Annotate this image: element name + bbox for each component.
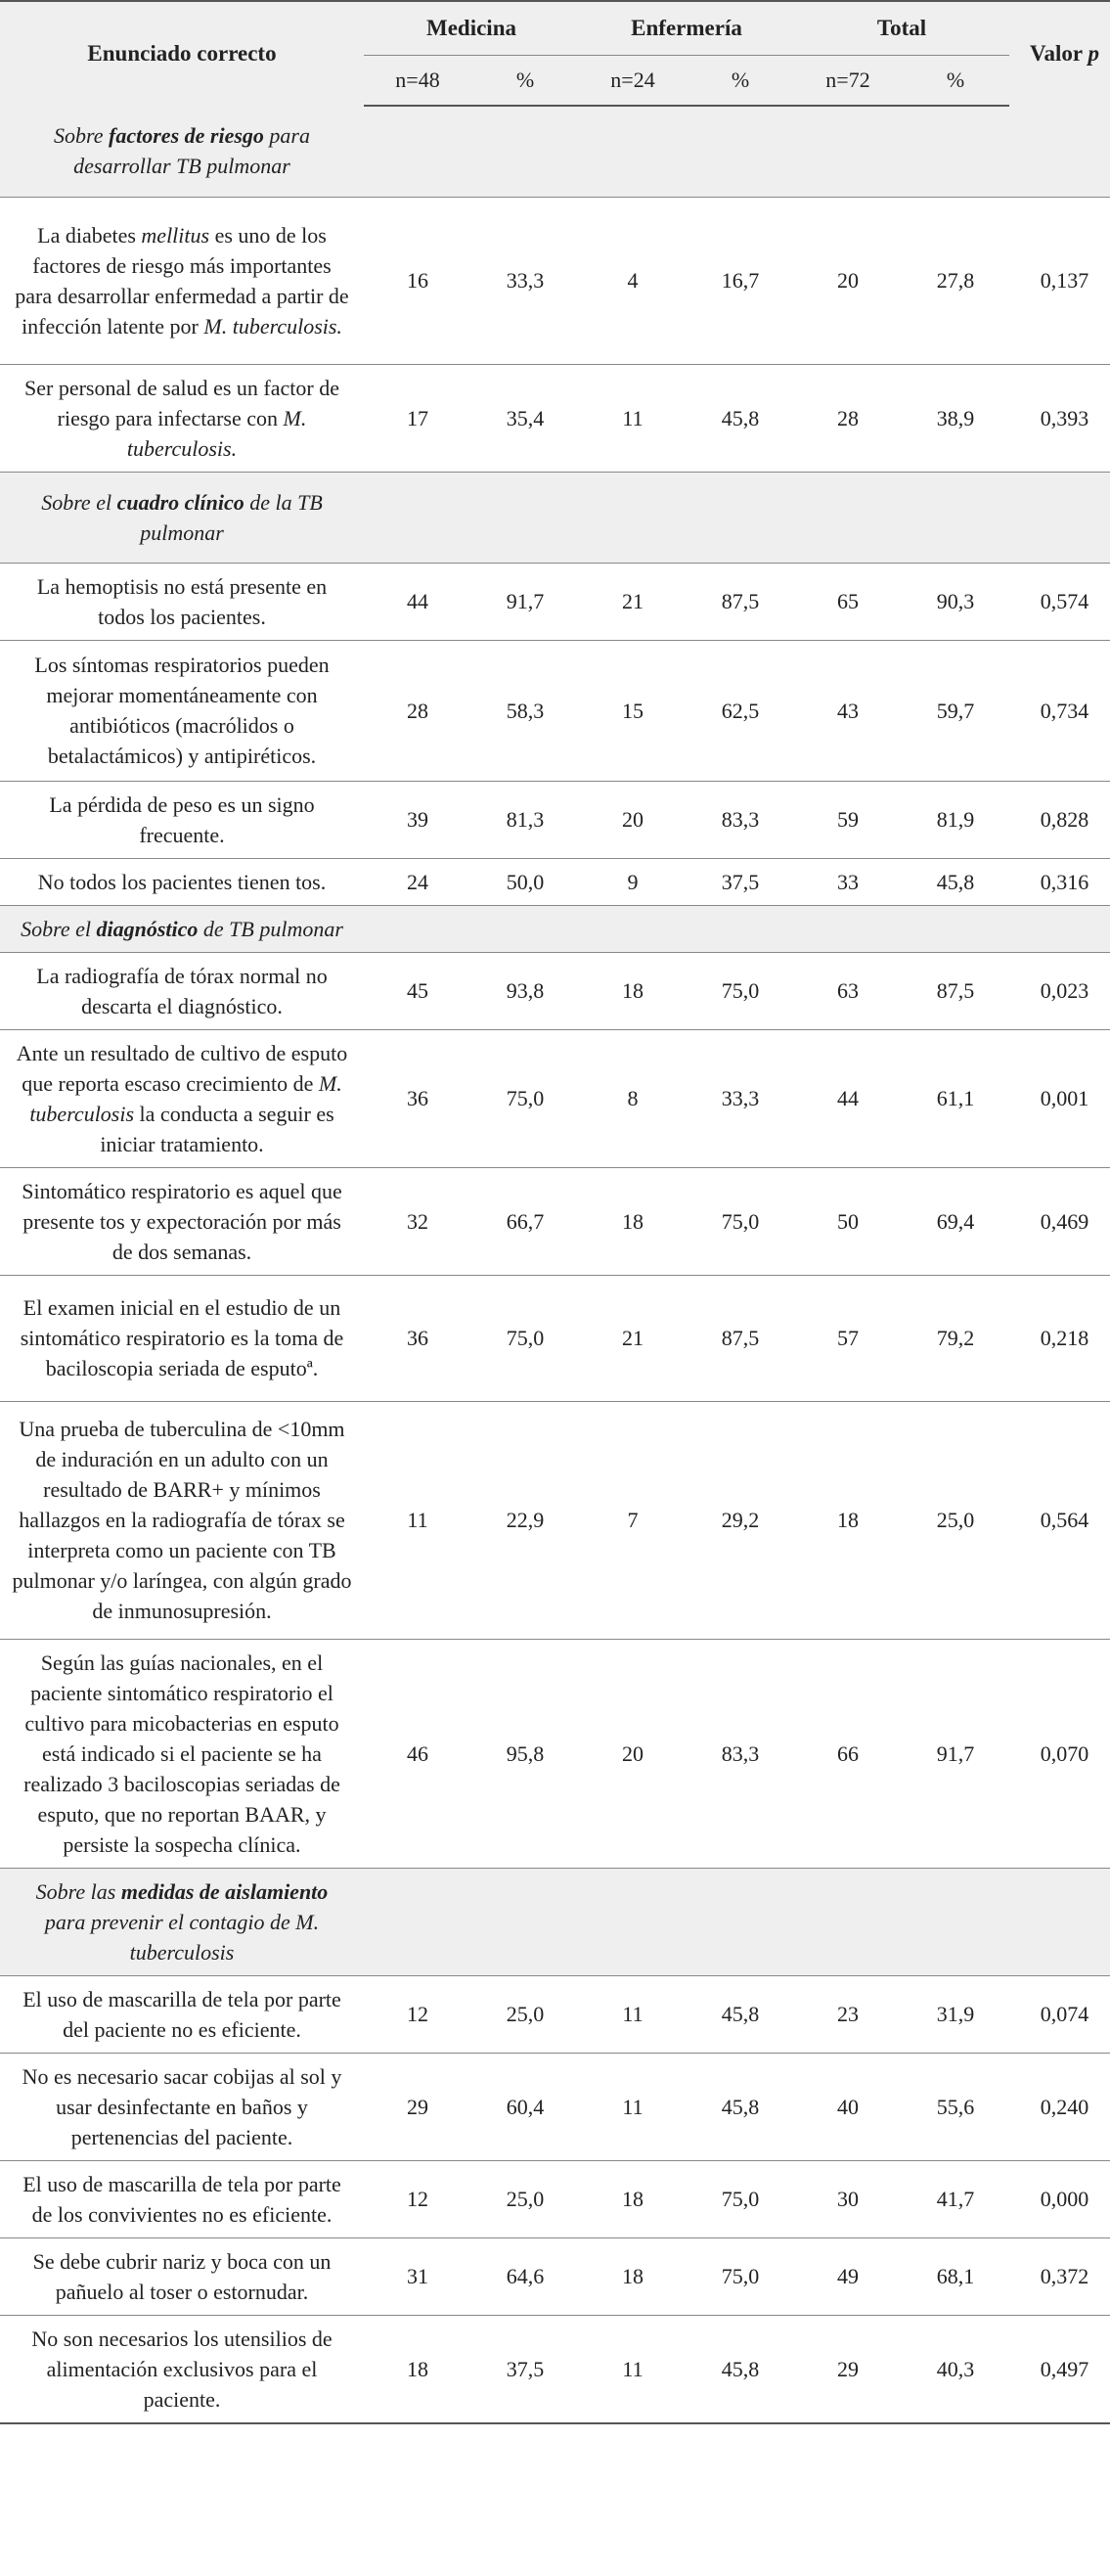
cell-p-value: 0,497 [1009,2315,1110,2423]
cell-pct-total: 45,8 [902,858,1009,905]
cell-pct-enfermeria: 83,3 [687,1639,794,1868]
section-empty-cell [794,106,902,197]
cell-n-medicina: 16 [364,197,471,364]
cell-pct-total: 55,6 [902,2053,1009,2160]
cell-pct-enfermeria: 83,3 [687,781,794,858]
statement-cell [0,1029,364,1167]
table-row [0,1639,1110,1868]
cell-pct-medicina: 95,8 [471,1639,579,1868]
cell-pct-medicina: 37,5 [471,2315,579,2423]
statement-text: No son necesarios los utensilios de alimentación exclusivos para el paciente. [31,2326,333,2412]
table-row [0,1167,1110,1275]
subheader-n-total: n=72 [794,56,902,107]
statement-italic-text: M. tuberculosis [29,1070,342,1126]
cell-pct-medicina: 91,7 [471,563,579,640]
section-empty-cell [902,106,1009,197]
header-pvalue [1009,1,1110,106]
statement-italic-text: M. tuberculosis. [126,405,307,461]
section-empty-cell [579,905,687,952]
cell-pct-total: 81,9 [902,781,1009,858]
section-empty-cell [364,106,471,197]
table-row [0,1401,1110,1639]
cell-n-total: 59 [794,781,902,858]
section-empty-cell [794,472,902,563]
statement-text: No todos los pacientes tienen tos. [37,869,327,894]
section-empty-cell [471,905,579,952]
cell-p-value: 0,828 [1009,781,1110,858]
table-row [0,858,1110,905]
cell-n-enfermeria: 18 [579,1167,687,1275]
section-empty-cell [579,106,687,197]
cell-pct-total: 91,7 [902,1639,1009,1868]
cell-p-value: 0,023 [1009,952,1110,1029]
section-empty-cell [902,905,1009,952]
section-title-bold: medidas de aislamiento [120,1878,329,1904]
cell-n-enfermeria: 21 [579,563,687,640]
section-header-row [0,1868,1110,1975]
section-title-suffix: de la TB pulmonar [140,489,323,545]
section-empty-cell [471,472,579,563]
cell-pct-enfermeria: 45,8 [687,364,794,472]
cell-n-total: 44 [794,1029,902,1167]
cell-p-value: 0,137 [1009,197,1110,364]
cell-p-value: 0,469 [1009,1167,1110,1275]
cell-pct-medicina: 64,6 [471,2237,579,2315]
cell-pct-total: 69,4 [902,1167,1009,1275]
cell-n-total: 63 [794,952,902,1029]
section-title-bold: diagnóstico [96,916,199,941]
cell-p-value: 0,316 [1009,858,1110,905]
cell-p-value: 0,564 [1009,1401,1110,1639]
cell-pct-total: 90,3 [902,563,1009,640]
cell-n-enfermeria: 20 [579,1639,687,1868]
table-row [0,1975,1110,2053]
statement-text: La hemoptisis no está presente en todos los pacientes. [36,573,328,629]
cell-pct-enfermeria: 87,5 [687,563,794,640]
cell-n-medicina: 32 [364,1167,471,1275]
section-empty-cell [794,1868,902,1975]
statement-cell [0,2053,364,2160]
table-row [0,2053,1110,2160]
cell-n-medicina: 12 [364,2160,471,2237]
statement-text: Una prueba de tuberculina de <10mm de induración en un adulto con un resultado de BARR+ y mínimos hallazgos en la radiografía de tórax se interpreta como un paciente con TB pulmonar y/o laríngea, con algún grado de inmunosupresión. [12,1417,352,1623]
cell-pct-medicina: 93,8 [471,952,579,1029]
cell-n-medicina: 28 [364,640,471,781]
cell-n-enfermeria: 21 [579,1275,687,1401]
cell-n-total: 23 [794,1975,902,2053]
section-title-suffix: de TB pulmonar [198,916,343,941]
table-row [0,952,1110,1029]
cell-pct-total: 27,8 [902,197,1009,364]
section-empty-cell [902,472,1009,563]
subheader-n-medicina: n=48 [364,56,471,107]
statement-text: La radiografía de tórax normal no descarta el diagnóstico. [36,963,328,1018]
cell-pct-enfermeria: 87,5 [687,1275,794,1401]
section-empty-cell [794,905,902,952]
cell-n-enfermeria: 18 [579,2160,687,2237]
table-row [0,2160,1110,2237]
section-empty-cell [471,1868,579,1975]
cell-pct-enfermeria: 75,0 [687,1167,794,1275]
cell-pct-medicina: 22,9 [471,1401,579,1639]
statement-text: Según las guías nacionales, en el paciente sintomático respiratorio el cultivo para micobacterias en esputo está indicado si el paciente se ha realizado 3 baciloscopias seriadas de esputo, que no reportan BAAR, y persiste la sospecha clínica. [23,1650,340,1857]
statement-cell [0,781,364,858]
cell-n-enfermeria: 15 [579,640,687,781]
statement-cell [0,1275,364,1401]
section-empty-cell [471,106,579,197]
cell-pct-total: 79,2 [902,1275,1009,1401]
cell-n-total: 33 [794,858,902,905]
cell-n-total: 57 [794,1275,902,1401]
table-row [0,1275,1110,1401]
statement-text: Ser personal de salud es un factor de riesgo para infectarse con [24,375,339,430]
cell-n-medicina: 36 [364,1275,471,1401]
statement-text: La pérdida de peso es un signo frecuente. [49,791,315,847]
cell-n-enfermeria: 11 [579,2315,687,2423]
cell-pct-medicina: 25,0 [471,1975,579,2053]
cell-n-enfermeria: 7 [579,1401,687,1639]
cell-n-total: 43 [794,640,902,781]
cell-p-value: 0,001 [1009,1029,1110,1167]
cell-pct-enfermeria: 45,8 [687,2053,794,2160]
cell-p-value: 0,393 [1009,364,1110,472]
cell-pct-medicina: 35,4 [471,364,579,472]
table-row [0,781,1110,858]
statement-cell [0,563,364,640]
statement-cell [0,952,364,1029]
section-title [0,905,364,952]
section-empty-cell [364,1868,471,1975]
header-statement: Enunciado correcto [0,1,364,106]
statement-text: El uso de mascarilla de tela por parte del paciente no es eficiente. [22,1986,341,2042]
cell-n-enfermeria: 11 [579,1975,687,2053]
statement-cell [0,2237,364,2315]
cell-pct-enfermeria: 37,5 [687,858,794,905]
statement-text: El uso de mascarilla de tela por parte de los convivientes no es eficiente. [22,2171,341,2227]
header-pvalue-letter: p [1088,41,1099,66]
cell-pct-total: 87,5 [902,952,1009,1029]
statement-cell [0,1167,364,1275]
section-empty-cell [687,1868,794,1975]
cell-n-medicina: 46 [364,1639,471,1868]
cell-pct-medicina: 58,3 [471,640,579,781]
cell-n-medicina: 24 [364,858,471,905]
statement-cell [0,2160,364,2237]
cell-n-total: 66 [794,1639,902,1868]
cell-pct-medicina: 33,3 [471,197,579,364]
cell-pct-enfermeria: 45,8 [687,1975,794,2053]
section-title-prefix: Sobre el [41,489,117,515]
cell-n-enfermeria: 20 [579,781,687,858]
subheader-pct-enfermeria: % [687,56,794,107]
section-title-prefix: Sobre el [21,916,97,941]
section-empty-cell [1009,1868,1110,1975]
statement-text: El examen inicial en el estudio de un sintomático respiratorio es la toma de baciloscopia seriada de esputoª. [20,1295,344,1380]
section-empty-cell [1009,472,1110,563]
cell-p-value: 0,000 [1009,2160,1110,2237]
cell-n-total: 50 [794,1167,902,1275]
statement-text: La diabetes [37,222,142,248]
cell-n-enfermeria: 11 [579,2053,687,2160]
statement-cell [0,640,364,781]
section-title [0,1868,364,1975]
cell-pct-medicina: 66,7 [471,1167,579,1275]
cell-pct-medicina: 60,4 [471,2053,579,2160]
table-row [0,364,1110,472]
statement-text: Los síntomas respiratorios pueden mejorar momentáneamente con antibióticos (macrólidos o betalactámicos) y antipiréticos. [34,653,330,768]
cell-pct-medicina: 75,0 [471,1029,579,1167]
cell-pct-total: 31,9 [902,1975,1009,2053]
cell-n-medicina: 11 [364,1401,471,1639]
statement-text: la conducta a seguir es iniciar tratamiento. [100,1101,334,1156]
cell-pct-medicina: 25,0 [471,2160,579,2237]
table-row [0,197,1110,364]
cell-n-medicina: 44 [364,563,471,640]
cell-n-total: 28 [794,364,902,472]
section-empty-cell [687,905,794,952]
cell-pct-total: 25,0 [902,1401,1009,1639]
cell-n-total: 29 [794,2315,902,2423]
cell-n-medicina: 18 [364,2315,471,2423]
table-row [0,1029,1110,1167]
header-pvalue-prefix: Valor [1030,41,1088,66]
table-header [0,1,1110,106]
cell-pct-enfermeria: 75,0 [687,2237,794,2315]
cell-p-value: 0,240 [1009,2053,1110,2160]
section-title-suffix: para prevenir el contagio de M. tuberculosis [44,1909,320,1965]
cell-n-total: 18 [794,1401,902,1639]
cell-pct-total: 61,1 [902,1029,1009,1167]
statement-italic-text: mellitus [141,222,210,248]
cell-n-medicina: 31 [364,2237,471,2315]
statement-cell [0,364,364,472]
cell-n-enfermeria: 8 [579,1029,687,1167]
cell-pct-medicina: 81,3 [471,781,579,858]
cell-n-enfermeria: 4 [579,197,687,364]
section-title-bold: cuadro clínico [116,489,244,515]
cell-n-medicina: 36 [364,1029,471,1167]
cell-n-total: 20 [794,197,902,364]
section-title [0,472,364,563]
statement-cell [0,858,364,905]
section-title-bold: factores de riesgo [109,123,264,149]
cell-pct-medicina: 75,0 [471,1275,579,1401]
section-title [0,106,364,197]
section-empty-cell [1009,905,1110,952]
cell-pct-total: 59,7 [902,640,1009,781]
section-title-prefix: Sobre [54,123,110,149]
cell-n-total: 30 [794,2160,902,2237]
cell-n-medicina: 29 [364,2053,471,2160]
cell-n-enfermeria: 18 [579,952,687,1029]
cell-n-medicina: 45 [364,952,471,1029]
section-header-row [0,472,1110,563]
statement-text: Sintomático respiratorio es aquel que presente tos y expectoración por más de dos semanas. [22,1178,342,1264]
section-header-row [0,905,1110,952]
cell-n-enfermeria: 11 [579,364,687,472]
cell-pct-medicina: 50,0 [471,858,579,905]
section-empty-cell [579,1868,687,1975]
cell-n-medicina: 12 [364,1975,471,2053]
section-empty-cell [364,905,471,952]
cell-p-value: 0,574 [1009,563,1110,640]
section-empty-cell [1009,106,1110,197]
statement-cell [0,2315,364,2423]
section-empty-cell [687,106,794,197]
table-row [0,563,1110,640]
statement-italic-text: M. tuberculosis. [203,313,342,339]
section-empty-cell [687,472,794,563]
cell-pct-total: 38,9 [902,364,1009,472]
section-empty-cell [902,1868,1009,1975]
cell-pct-enfermeria: 45,8 [687,2315,794,2423]
cell-p-value: 0,734 [1009,640,1110,781]
cell-p-value: 0,074 [1009,1975,1110,2053]
table-row [0,2237,1110,2315]
header-group-enfermeria: Enfermería [579,1,794,56]
cell-n-medicina: 17 [364,364,471,472]
statement-cell [0,1639,364,1868]
table-body [0,106,1110,2423]
cell-p-value: 0,372 [1009,2237,1110,2315]
subheader-pct-total: % [902,56,1009,107]
statement-cell [0,1975,364,2053]
header-group-medicina: Medicina [364,1,579,56]
statement-text: Ante un resultado de cultivo de esputo que reporta escaso crecimiento de [16,1040,348,1096]
statement-text: es uno de los factores de riesgo más importantes para desarrollar enfermedad a partir de infección latente por [15,222,349,339]
cell-n-total: 49 [794,2237,902,2315]
table-row [0,2315,1110,2423]
statement-cell [0,1401,364,1639]
cell-pct-enfermeria: 16,7 [687,197,794,364]
statement-cell [0,197,364,364]
section-title-prefix: Sobre las [35,1878,121,1904]
table-row [0,640,1110,781]
cell-n-total: 65 [794,563,902,640]
subheader-pct-medicina: % [471,56,579,107]
cell-pct-total: 68,1 [902,2237,1009,2315]
cell-n-medicina: 39 [364,781,471,858]
section-title-suffix: para desarrollar TB pulmonar [73,123,310,179]
cell-pct-total: 40,3 [902,2315,1009,2423]
cell-pct-enfermeria: 29,2 [687,1401,794,1639]
section-empty-cell [364,472,471,563]
section-empty-cell [579,472,687,563]
subheader-n-enfermeria: n=24 [579,56,687,107]
statement-text: No es necesario sacar cobijas al sol y usar desinfectante en baños y pertenencias del paciente. [22,2063,342,2149]
header-group-total: Total [794,1,1009,56]
cell-pct-enfermeria: 75,0 [687,952,794,1029]
cell-p-value: 0,218 [1009,1275,1110,1401]
cell-n-enfermeria: 18 [579,2237,687,2315]
cell-pct-enfermeria: 75,0 [687,2160,794,2237]
cell-n-total: 40 [794,2053,902,2160]
cell-n-enfermeria: 9 [579,858,687,905]
statement-text: Se debe cubrir nariz y boca con un pañuelo al toser o estornudar. [32,2248,332,2304]
cell-pct-enfermeria: 62,5 [687,640,794,781]
cell-pct-enfermeria: 33,3 [687,1029,794,1167]
section-header-row [0,106,1110,197]
cell-p-value: 0,070 [1009,1639,1110,1868]
cell-pct-total: 41,7 [902,2160,1009,2237]
